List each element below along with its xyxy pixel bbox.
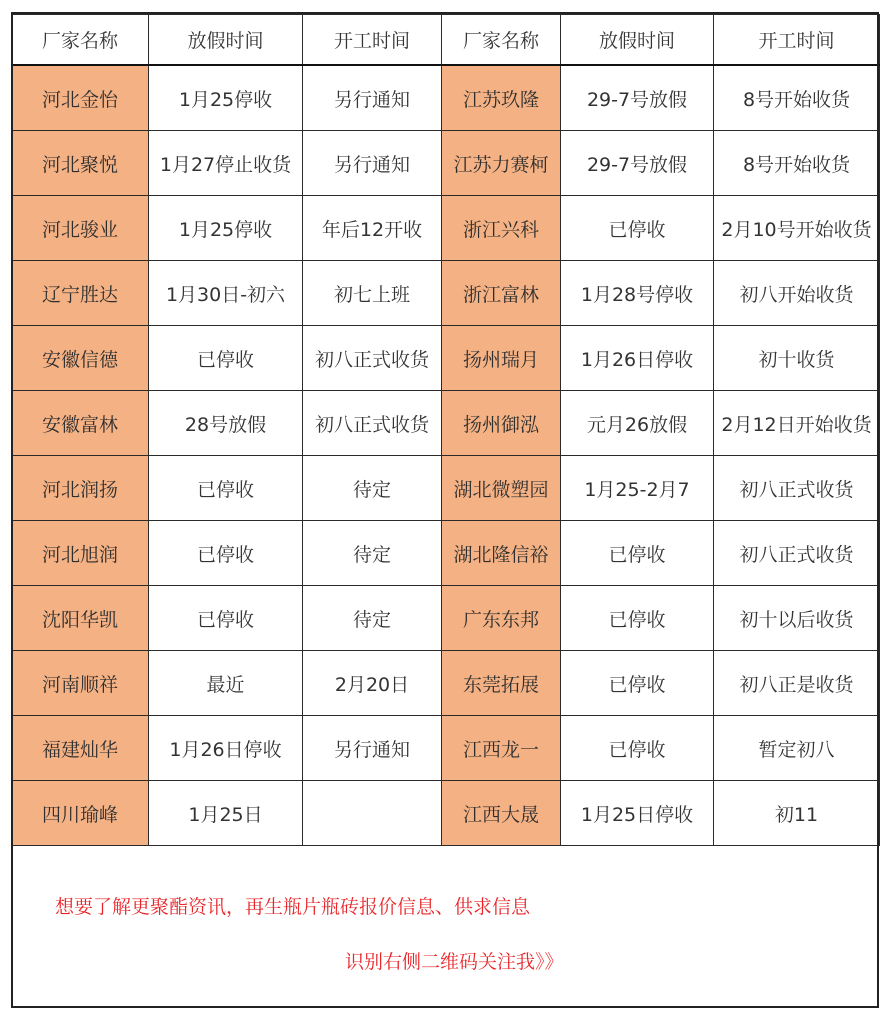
resume-time-cell: 另行通知 [303, 131, 442, 196]
holiday-time-cell: 29-7号放假 [561, 65, 714, 131]
holiday-time-cell: 1月26日停收 [561, 326, 714, 391]
resume-time-cell: 初11 [714, 781, 880, 846]
header-cell: 放假时间 [149, 15, 303, 66]
holiday-time-cell: 最近 [149, 651, 303, 716]
holiday-time-cell: 1月25日停收 [561, 781, 714, 846]
factory-name-cell: 辽宁胜达 [12, 261, 149, 326]
factory-name-cell: 广东东邦 [442, 586, 561, 651]
resume-time-cell: 年后12开收 [303, 196, 442, 261]
resume-time-cell: 初十以后收货 [714, 586, 880, 651]
factory-name-cell: 东莞拓展 [442, 651, 561, 716]
header-cell: 厂家名称 [12, 15, 149, 66]
factory-name-cell: 湖北微塑园 [442, 456, 561, 521]
holiday-time-cell: 已停收 [561, 196, 714, 261]
holiday-time-cell: 已停收 [149, 456, 303, 521]
factory-name-cell: 河北骏业 [12, 196, 149, 261]
factory-name-cell: 江西龙一 [442, 716, 561, 781]
resume-time-cell: 初十收货 [714, 326, 880, 391]
holiday-time-cell: 1月25停收 [149, 65, 303, 131]
resume-time-cell: 另行通知 [303, 65, 442, 131]
holiday-time-cell: 1月28号停收 [561, 261, 714, 326]
footer-line-2: 识别右侧二维码关注我》》 [345, 951, 564, 973]
factory-name-cell: 福建灿华 [12, 716, 149, 781]
factory-name-cell: 扬州御泓 [442, 391, 561, 456]
factory-name-cell: 河北聚悦 [12, 131, 149, 196]
resume-time-cell: 8号开始收货 [714, 65, 880, 131]
resume-time-cell: 2月10号开始收货 [714, 196, 880, 261]
resume-time-cell: 待定 [303, 521, 442, 586]
holiday-time-cell: 已停收 [149, 586, 303, 651]
resume-time-cell: 初八正是收货 [714, 651, 880, 716]
footer-notice [13, 845, 877, 1006]
holiday-time-cell: 28号放假 [149, 391, 303, 456]
header-cell: 开工时间 [303, 15, 442, 66]
factory-name-cell: 四川瑜峰 [12, 781, 149, 846]
factory-name-cell: 沈阳华凯 [12, 586, 149, 651]
resume-time-cell: 暂定初八 [714, 716, 880, 781]
factory-name-cell: 湖北隆信裕 [442, 521, 561, 586]
factory-name-cell: 浙江富林 [442, 261, 561, 326]
holiday-time-cell: 已停收 [561, 521, 714, 586]
resume-time-cell: 2月20日 [303, 651, 442, 716]
resume-time-cell: 初八正式收货 [714, 456, 880, 521]
header-cell: 放假时间 [561, 15, 714, 66]
header-cell: 开工时间 [714, 15, 880, 66]
resume-time-cell: 待定 [303, 456, 442, 521]
factory-name-cell: 江苏力赛柯 [442, 131, 561, 196]
holiday-time-cell: 已停收 [561, 586, 714, 651]
factory-name-cell: 江苏玖隆 [442, 65, 561, 131]
holiday-time-cell: 1月25-2月7 [561, 456, 714, 521]
resume-time-cell: 另行通知 [303, 716, 442, 781]
holiday-time-cell: 1月27停止收货 [149, 131, 303, 196]
resume-time-cell: 初七上班 [303, 261, 442, 326]
factory-name-cell: 江西大晟 [442, 781, 561, 846]
resume-time-cell: 初八正式收货 [303, 326, 442, 391]
holiday-time-cell: 已停收 [561, 716, 714, 781]
holiday-time-cell: 1月26日停收 [149, 716, 303, 781]
resume-time-cell: 2月12日开始收货 [714, 391, 880, 456]
footer-line-1: 想要了解更聚酯资讯，再生瓶片瓶砖报价信息、供求信息 [55, 896, 531, 918]
resume-time-cell: 初八正式收货 [303, 391, 442, 456]
resume-time-cell: 初八正式收货 [714, 521, 880, 586]
holiday-time-cell: 29-7号放假 [561, 131, 714, 196]
holiday-time-cell: 1月25日 [149, 781, 303, 846]
holiday-time-cell: 已停收 [561, 651, 714, 716]
factory-name-cell: 浙江兴科 [442, 196, 561, 261]
holiday-time-cell: 1月25停收 [149, 196, 303, 261]
factory-name-cell: 扬州瑞月 [442, 326, 561, 391]
factory-name-cell: 安徽信德 [12, 326, 149, 391]
resume-time-cell: 8号开始收货 [714, 131, 880, 196]
factory-name-cell: 安徽富林 [12, 391, 149, 456]
holiday-time-cell: 1月30日-初六 [149, 261, 303, 326]
factory-name-cell: 河北金怡 [12, 65, 149, 131]
resume-time-cell: 待定 [303, 586, 442, 651]
holiday-time-cell: 已停收 [149, 326, 303, 391]
holiday-time-cell: 已停收 [149, 521, 303, 586]
holiday-time-cell: 元月26放假 [561, 391, 714, 456]
factory-name-cell: 河北旭润 [12, 521, 149, 586]
factory-name-cell: 河南顺祥 [12, 651, 149, 716]
resume-time-cell: 初八开始收货 [714, 261, 880, 326]
factory-name-cell: 河北润扬 [12, 456, 149, 521]
header-cell: 厂家名称 [442, 15, 561, 66]
